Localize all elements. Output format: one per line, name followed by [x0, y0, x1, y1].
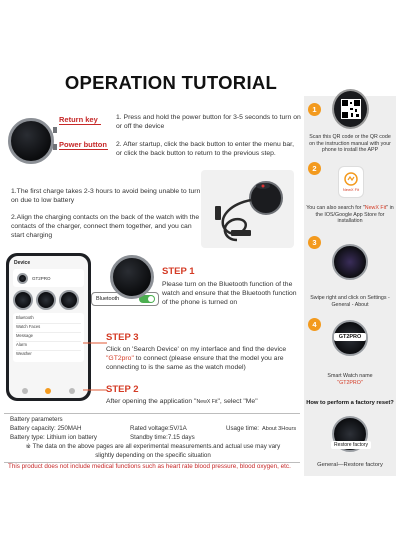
number-badge-2: 2	[308, 162, 321, 175]
footer-divider-top	[4, 413, 300, 414]
return-key-stub	[53, 127, 57, 133]
step3-text-pre: Click on 'Search Device' on my interface and find the device	[106, 346, 287, 353]
step1-text: Please turn on the Bluetooth function of the watch and ensure that the Bluetooth function of the phone is turned on	[162, 281, 297, 306]
app-logo	[338, 166, 364, 198]
tab-me-icon[interactable]	[69, 388, 75, 394]
charge-instruction-1: 1.The first charge takes 2-3 hours to avoid being unable to turn on due to low battery	[11, 188, 201, 204]
number-badge-3: 3	[308, 236, 321, 249]
app-store-text-pre: You can also search for "	[306, 205, 365, 211]
medical-disclaimer: This product does not include medical functions such as heart rate blood pressure, blood oxygen, etc.	[8, 463, 291, 470]
watch-name-value: "GT2PRO"	[337, 380, 363, 386]
power-button-stub	[53, 144, 57, 150]
step2-app: NewX Fit	[196, 399, 218, 405]
watch-name-caption: Smart Watch name	[327, 373, 373, 379]
phone-watch-thumb	[17, 273, 28, 284]
step3-text	[106, 345, 302, 372]
gt2pro-badge: GT2PRO	[334, 333, 366, 341]
battery-note: ※ The data on the above pages are all experimental measurements.and actual use may vary slightly depending on the specific situation	[25, 443, 281, 459]
settings-watch-image	[332, 244, 368, 280]
tab-home-icon[interactable]	[22, 388, 28, 394]
app-store-app: NewX Fit	[364, 205, 387, 211]
back-instruction: 2. After startup, click the back button to enter the menu bar, or click the back button to return to the previous step.	[116, 141, 294, 157]
phone-row[interactable]: Bluetooth	[16, 315, 81, 324]
battery-heading: Battery parameters	[10, 416, 63, 423]
phone-row[interactable]: Alarm	[16, 342, 81, 351]
step2-title: STEP 2	[106, 384, 139, 395]
step2-text-post: ", select "Me"	[217, 398, 258, 405]
phone-row[interactable]: Watch Faces	[16, 324, 81, 333]
phone-device-card	[13, 269, 84, 287]
app-store-text-post: " in the IOS/Google App Store for installation	[315, 205, 394, 225]
right-panel	[304, 96, 396, 476]
battery-capacity: Battery capacity: 250MAH	[10, 425, 82, 432]
battery-standby: Standby time:7.15 days	[130, 434, 195, 441]
power-button-underline	[59, 149, 108, 150]
restore-factory-button[interactable]: Restore factory	[331, 441, 371, 449]
factory-reset-title: How to perform a factory reset?	[306, 400, 394, 406]
number-badge-4: 4	[308, 318, 321, 331]
face-thumb-1[interactable]	[13, 290, 33, 310]
number-badge-1: 1	[308, 103, 321, 116]
return-key-label: Return key	[59, 115, 98, 124]
step3-title: STEP 3	[106, 332, 139, 343]
toggle-knob	[148, 296, 154, 302]
settings-instruction: Swipe right and click on Settings - General - About	[310, 295, 390, 308]
step3-device: "GT2pro"	[106, 355, 134, 362]
newx-logo-icon	[344, 172, 358, 186]
restore-caption: General—Restore factory	[317, 462, 383, 468]
face-thumb-2[interactable]	[36, 290, 56, 310]
charge-instruction-2: 2.Align the charging contacts on the back of the watch with the contacts of the charger, connect them together, and you can start charging	[11, 214, 200, 239]
phone-faces	[13, 290, 84, 310]
battery-type: Battery type: Lithium ion battery	[10, 434, 98, 441]
return-key-underline	[59, 124, 101, 125]
phone-settings-list	[13, 313, 84, 362]
step2-text-pre: After opening the application "	[106, 398, 197, 405]
connector-arrows	[83, 255, 113, 405]
step2-text	[106, 397, 302, 407]
phone-header: Device	[14, 260, 31, 266]
battery-usage-value: About 3Hours	[262, 426, 297, 432]
watch-image	[8, 118, 54, 164]
phone-tab-bar	[13, 388, 84, 394]
phone-row[interactable]: Message	[16, 333, 81, 342]
charger-image	[201, 170, 294, 248]
phone-screen	[9, 256, 88, 398]
qr-icon	[341, 99, 361, 119]
qr-code	[332, 89, 369, 129]
step1-watch-image	[110, 255, 154, 299]
battery-usage-label: Usage time:	[226, 425, 260, 432]
page-title: OPERATION TUTORIAL	[64, 72, 278, 93]
phone-device-name: GT2PRO	[32, 275, 51, 281]
bluetooth-label: Bluetooth	[96, 296, 120, 302]
phone-row[interactable]: Weather	[16, 351, 32, 356]
battery-voltage: Rated voltage:5V/1A	[130, 425, 187, 432]
power-button-label: Power button	[59, 140, 107, 149]
face-thumb-3[interactable]	[59, 290, 79, 310]
phone-mockup	[6, 253, 91, 401]
app-store-instruction	[306, 205, 394, 225]
qr-instruction: Scan this QR code or the QR code on the instruction manual with your phone to install the APP	[309, 134, 391, 154]
tab-device-icon[interactable]	[45, 388, 51, 394]
step3-text-post: to connect (please ensure that the model you are connecting to is the same as the watch model)	[106, 355, 284, 371]
app-logo-label: NewX Fit	[342, 187, 360, 192]
step1-title: STEP 1	[162, 266, 195, 277]
power-instruction: 1. Press and hold the power button for 3-5 seconds to turn on or off the device	[116, 114, 301, 130]
